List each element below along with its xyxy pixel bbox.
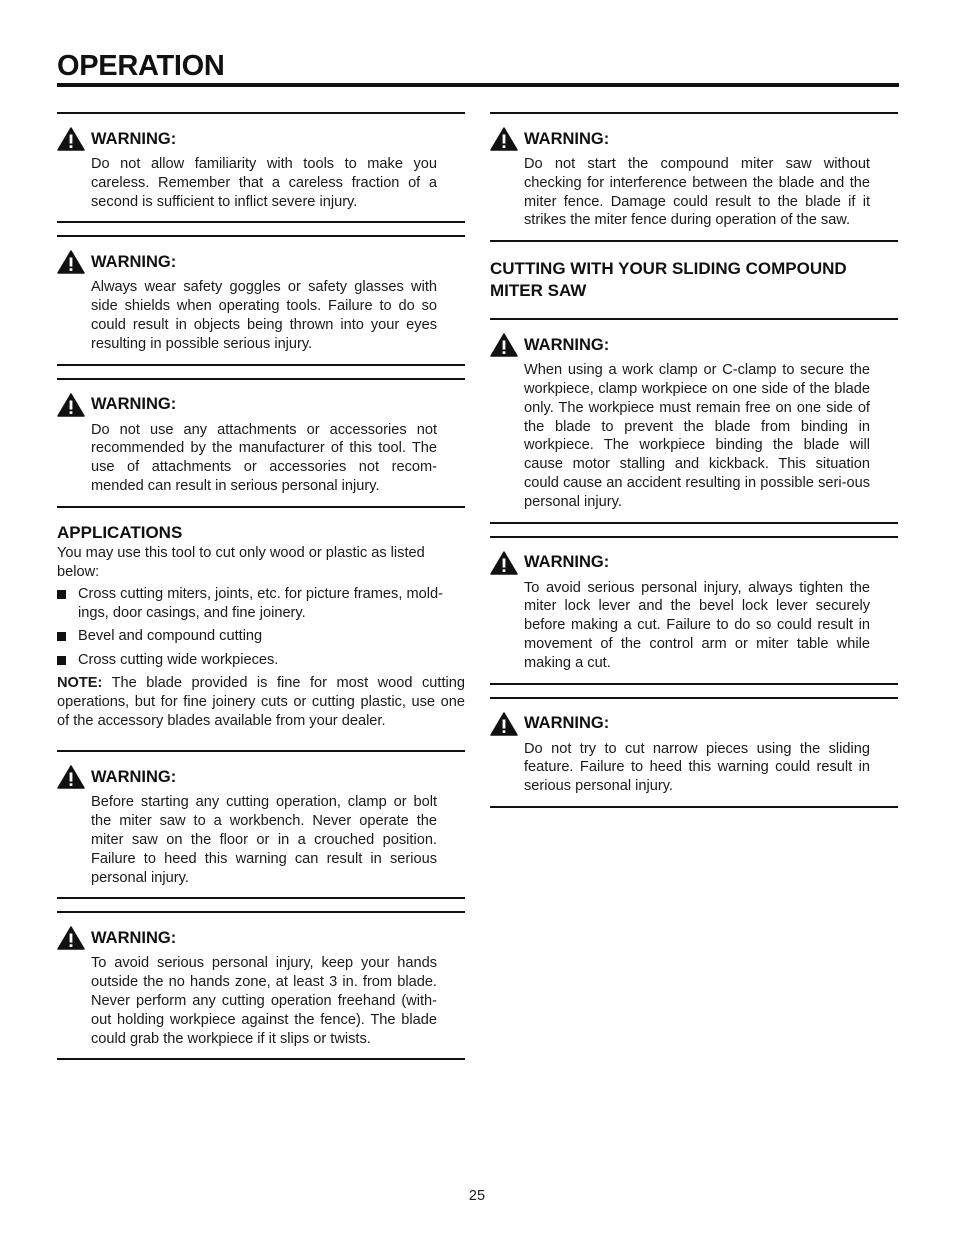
warning-triangle-icon	[57, 765, 85, 789]
square-bullet-icon	[57, 590, 66, 599]
page-number: 25	[468, 1188, 486, 1204]
warning-text: Do not start the compound miter saw without checking for interference between the blade and the miter fence. Damage could result to the blade if it strikes the miter fence during operation of the saw.	[524, 156, 870, 229]
warning-header	[490, 552, 898, 574]
warning-text: Always wear safety goggles or safety glasses with side shields when operating tools. Failure to do so could result in objects being thrown into your eyes resulting in possible serious injury.	[91, 279, 437, 352]
warning-box	[490, 318, 898, 523]
page-title: OPERATION	[57, 50, 225, 82]
warning-text: When using a work clamp or C-clamp to secure the workpiece, clamp workpiece on one side of the blade only. The workpiece must remain free on one side of the blade to prevent the blade from binding in workpiece. The workpiece binding the blade will cause motor stalling and kickback. This situation could cause an accident resulting in possible seri-ous personal injury.	[524, 362, 870, 510]
square-bullet-icon	[57, 656, 66, 665]
warning-triangle-icon	[490, 551, 518, 575]
warning-label: WARNING:	[91, 395, 177, 414]
warning-header	[57, 251, 465, 273]
note-label: NOTE:	[57, 675, 103, 692]
warning-box	[57, 911, 465, 1060]
warning-triangle-icon	[57, 393, 85, 417]
warning-triangle-icon	[57, 926, 85, 950]
warning-label: WARNING:	[91, 252, 177, 271]
warning-header	[57, 394, 465, 416]
warning-triangle-icon	[490, 333, 518, 357]
warning-label: WARNING:	[524, 553, 610, 572]
applications-heading: APPLICATIONS	[57, 522, 183, 542]
right-column	[490, 112, 898, 820]
warning-text: Do not try to cut narrow pieces using the sliding feature. Failure to heed this warning could result in serious personal injury.	[524, 740, 870, 795]
warning-label: WARNING:	[524, 129, 610, 148]
warning-box	[57, 378, 465, 508]
warning-triangle-icon	[57, 127, 85, 151]
warning-box	[57, 112, 465, 223]
warning-label: WARNING:	[524, 714, 610, 733]
cutting-section-heading: CUTTING WITH YOUR SLIDING COMPOUND MITER SAW	[490, 259, 847, 301]
list-item	[57, 651, 465, 670]
warning-text: Do not allow familiarity with tools to make you careless. Remember that a careless fraction of a second is sufficient to inflict severe injury.	[91, 156, 437, 210]
warning-triangle-icon	[57, 250, 85, 274]
applications-section	[57, 520, 465, 731]
applications-list	[57, 585, 465, 669]
warning-label: WARNING:	[524, 335, 610, 354]
list-item	[57, 585, 465, 623]
warning-label: WARNING:	[91, 928, 177, 947]
list-item	[57, 627, 465, 646]
warning-header	[57, 766, 465, 788]
warning-triangle-icon	[490, 127, 518, 151]
list-item-text: Cross cutting wide workpieces.	[78, 651, 279, 668]
warning-box	[490, 697, 898, 808]
list-item-text: Cross cutting miters, joints, etc. for picture frames, mold-ings, door casings, and fine joinery.	[78, 586, 443, 622]
note-text: The blade provided is fine for most wood cutting operations, but for fine joinery cuts or cutting plastic, use one of the accessory blades available from your dealer.	[57, 675, 465, 729]
warning-triangle-icon	[490, 712, 518, 736]
warning-header	[490, 334, 898, 356]
warning-box	[490, 536, 898, 685]
warning-box	[57, 750, 465, 899]
warning-header	[57, 927, 465, 949]
square-bullet-icon	[57, 632, 66, 641]
applications-intro: You may use this tool to cut only wood or plastic as listed below:	[57, 544, 425, 580]
left-column	[57, 112, 465, 1072]
warning-label: WARNING:	[91, 767, 177, 786]
applications-note	[57, 674, 465, 730]
warning-header	[490, 128, 898, 150]
title-rule	[57, 83, 899, 87]
list-item-text: Bevel and compound cutting	[78, 628, 263, 645]
warning-label: WARNING:	[91, 129, 177, 148]
warning-header	[490, 713, 898, 735]
warning-text: Do not use any attachments or accessories not recommended by the manufacturer of this tool. The use of attachments or accessories not recom-mended can result in serious personal injury.	[91, 421, 437, 494]
warning-header	[57, 128, 465, 150]
warning-text: Before starting any cutting operation, clamp or bolt the miter saw to a workbench. Never operate the miter saw on the floor or in a crouched position. Failure to heed this warning can result in serious personal injury.	[91, 794, 437, 886]
warning-text: To avoid serious personal injury, always tighten the miter lock lever and the bevel lock lever securely before making a cut. Failure to do so could result in movement of the control arm or miter table while making a cut.	[524, 579, 870, 671]
warning-text: To avoid serious personal injury, keep your hands outside the no hands zone, at least 3 in. from blade. Never perform any cutting operation freehand (with-out holding workpiece against the fence). The blade could grab the workpiece if it slips or twists.	[91, 955, 437, 1047]
warning-box	[490, 112, 898, 242]
warning-box	[57, 235, 465, 365]
